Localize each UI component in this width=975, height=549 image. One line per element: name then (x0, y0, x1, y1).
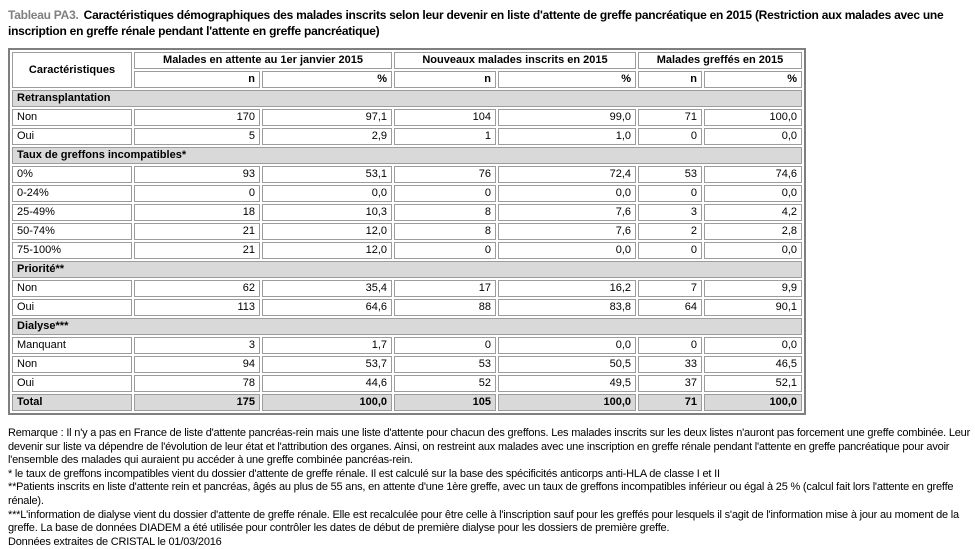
cell-n: 8 (394, 204, 496, 221)
data-label: 25-49% (12, 204, 132, 221)
cell-pct: 100,0 (704, 394, 802, 411)
cell-n: 52 (394, 375, 496, 392)
group-header-grafted: Malades greffés en 2015 (638, 52, 802, 69)
cell-pct: 12,0 (262, 223, 392, 240)
section-label: Priorité** (12, 261, 802, 278)
cell-pct: 100,0 (262, 394, 392, 411)
cell-pct: 0,0 (498, 242, 636, 259)
cell-n: 170 (134, 109, 260, 126)
cell-pct: 100,0 (498, 394, 636, 411)
cell-n: 0 (638, 337, 702, 354)
cell-pct: 0,0 (704, 185, 802, 202)
cell-pct: 4,2 (704, 204, 802, 221)
cell-pct: 100,0 (704, 109, 802, 126)
cell-n: 113 (134, 299, 260, 316)
cell-n: 0 (394, 185, 496, 202)
data-row (12, 204, 802, 221)
data-row (12, 242, 802, 259)
cell-n: 7 (638, 280, 702, 297)
data-label: Manquant (12, 337, 132, 354)
cell-n: 0 (394, 242, 496, 259)
subheader-pct: % (498, 71, 636, 88)
cell-n: 0 (134, 185, 260, 202)
cell-n: 18 (134, 204, 260, 221)
data-label: Non (12, 109, 132, 126)
subheader-pct: % (262, 71, 392, 88)
table-title (8, 7, 968, 39)
data-label: 0-24% (12, 185, 132, 202)
cell-pct: 12,0 (262, 242, 392, 259)
data-row (12, 356, 802, 373)
cell-pct: 16,2 (498, 280, 636, 297)
table-title-tag: Tableau PA3. (8, 8, 79, 22)
data-label: Non (12, 356, 132, 373)
note-data-extraction: Données extraites de CRISTAL le 01/03/2016 (8, 535, 222, 548)
data-label: 50-74% (12, 223, 132, 240)
cell-n: 5 (134, 128, 260, 145)
cell-n: 1 (394, 128, 496, 145)
cell-n: 175 (134, 394, 260, 411)
demographics-table (8, 48, 806, 415)
data-row (12, 109, 802, 126)
cell-n: 78 (134, 375, 260, 392)
total-row (12, 394, 802, 411)
cell-n: 8 (394, 223, 496, 240)
cell-pct: 46,5 (704, 356, 802, 373)
group-header-new: Nouveaux malades inscrits en 2015 (394, 52, 636, 69)
total-label: Total (12, 394, 132, 411)
section-row (12, 318, 802, 335)
note-asterisk-1: * le taux de greffons incompatibles vient du dossier d'attente de greffe rénale. Il est calculé sur la base des spécificités anticorps anti-HLA de classe I et II (8, 467, 720, 480)
data-row (12, 223, 802, 240)
data-label: 75-100% (12, 242, 132, 259)
data-label: Non (12, 280, 132, 297)
cell-pct: 0,0 (704, 242, 802, 259)
cell-n: 62 (134, 280, 260, 297)
footnotes (8, 427, 971, 549)
cell-pct: 0,0 (262, 185, 392, 202)
section-label: Retransplantation (12, 90, 802, 107)
cell-pct: 1,0 (498, 128, 636, 145)
data-label: Oui (12, 299, 132, 316)
cell-pct: 44,6 (262, 375, 392, 392)
note-asterisk-3: ***L'information de dialyse vient du dossier d'attente de greffe rénale. Elle est recalculée pour être celle à l'inscription sauf pour les greffés pour lesquels il s'agit de l'information mise à jour au moment de la greffe. La base de données DIADEM a été utilisée pour contrôler les dates de début de première dialyse pour les dossiers de première greffe. (8, 508, 959, 535)
cell-n: 0 (638, 128, 702, 145)
data-row (12, 375, 802, 392)
cell-pct: 1,7 (262, 337, 392, 354)
cell-n: 21 (134, 242, 260, 259)
data-row (12, 337, 802, 354)
table-title-text: Caractéristiques démographiques des malades inscrits selon leur devenir en liste d'attente de greffe pancréatique en 2015 (Restriction aux malades avec une inscription en greffe rénale pendant l'attente en greffe pancréatique) (8, 8, 944, 38)
cell-pct: 0,0 (704, 128, 802, 145)
table-header (12, 52, 802, 88)
cell-pct: 83,8 (498, 299, 636, 316)
cell-pct: 99,0 (498, 109, 636, 126)
cell-pct: 2,9 (262, 128, 392, 145)
data-row (12, 166, 802, 183)
cell-pct: 2,8 (704, 223, 802, 240)
cell-pct: 0,0 (704, 337, 802, 354)
corner-header-cell: Caractéristiques (12, 52, 132, 88)
cell-pct: 52,1 (704, 375, 802, 392)
cell-n: 71 (638, 109, 702, 126)
data-row (12, 128, 802, 145)
data-label: Oui (12, 375, 132, 392)
cell-pct: 64,6 (262, 299, 392, 316)
cell-n: 3 (638, 204, 702, 221)
cell-pct: 74,6 (704, 166, 802, 183)
table-body (12, 90, 802, 411)
cell-pct: 53,1 (262, 166, 392, 183)
cell-n: 94 (134, 356, 260, 373)
note-remarque: Remarque : Il n'y a pas en France de liste d'attente pancréas-rein mais une liste d'attente pour chacun des greffons. Les malades inscrits sur les deux listes n'auront pas forcement une greffe combinée. Leur devenir sur liste va dépendre de l'évolution de leur état et l'attribution des organes. Ainsi, on restreint aux malades avec une inscription en greffe rénale pendant l'attente en greffe pancréatique pour avoir l'ensemble des malades qui auraient pu accéder à une greffe combinée pancréas-rein. (8, 427, 971, 467)
cell-pct: 72,4 (498, 166, 636, 183)
cell-n: 2 (638, 223, 702, 240)
cell-n: 71 (638, 394, 702, 411)
cell-pct: 9,9 (704, 280, 802, 297)
cell-n: 88 (394, 299, 496, 316)
cell-n: 53 (638, 166, 702, 183)
cell-pct: 50,5 (498, 356, 636, 373)
cell-pct: 90,1 (704, 299, 802, 316)
cell-n: 17 (394, 280, 496, 297)
cell-pct: 53,7 (262, 356, 392, 373)
cell-n: 0 (394, 337, 496, 354)
cell-pct: 7,6 (498, 204, 636, 221)
section-label: Dialyse*** (12, 318, 802, 335)
subheader-n: n (638, 71, 702, 88)
cell-n: 21 (134, 223, 260, 240)
data-label: Oui (12, 128, 132, 145)
cell-n: 93 (134, 166, 260, 183)
section-label: Taux de greffons incompatibles* (12, 147, 802, 164)
cell-pct: 7,6 (498, 223, 636, 240)
cell-n: 33 (638, 356, 702, 373)
group-header-row (12, 52, 802, 69)
cell-n: 64 (638, 299, 702, 316)
cell-pct: 49,5 (498, 375, 636, 392)
section-row (12, 147, 802, 164)
cell-pct: 0,0 (498, 185, 636, 202)
group-header-waiting: Malades en attente au 1er janvier 2015 (134, 52, 392, 69)
data-row (12, 185, 802, 202)
subheader-pct: % (704, 71, 802, 88)
data-label: 0% (12, 166, 132, 183)
cell-n: 3 (134, 337, 260, 354)
section-row (12, 261, 802, 278)
cell-n: 104 (394, 109, 496, 126)
cell-n: 53 (394, 356, 496, 373)
section-row (12, 90, 802, 107)
data-row (12, 299, 802, 316)
subheader-n: n (394, 71, 496, 88)
note-asterisk-2: **Patients inscrits en liste d'attente rein et pancréas, âgés au plus de 55 ans, en attente d'une 1ère greffe, avec un taux de greffons incompatibles inférieur ou égal à 25 % (calcul fait lors l'attente en greffe rénale). (8, 481, 954, 507)
cell-pct: 97,1 (262, 109, 392, 126)
cell-n: 76 (394, 166, 496, 183)
cell-pct: 35,4 (262, 280, 392, 297)
cell-n: 0 (638, 242, 702, 259)
cell-n: 0 (638, 185, 702, 202)
cell-pct: 10,3 (262, 204, 392, 221)
cell-n: 105 (394, 394, 496, 411)
data-row (12, 280, 802, 297)
cell-pct: 0,0 (498, 337, 636, 354)
subheader-n: n (134, 71, 260, 88)
cell-n: 37 (638, 375, 702, 392)
